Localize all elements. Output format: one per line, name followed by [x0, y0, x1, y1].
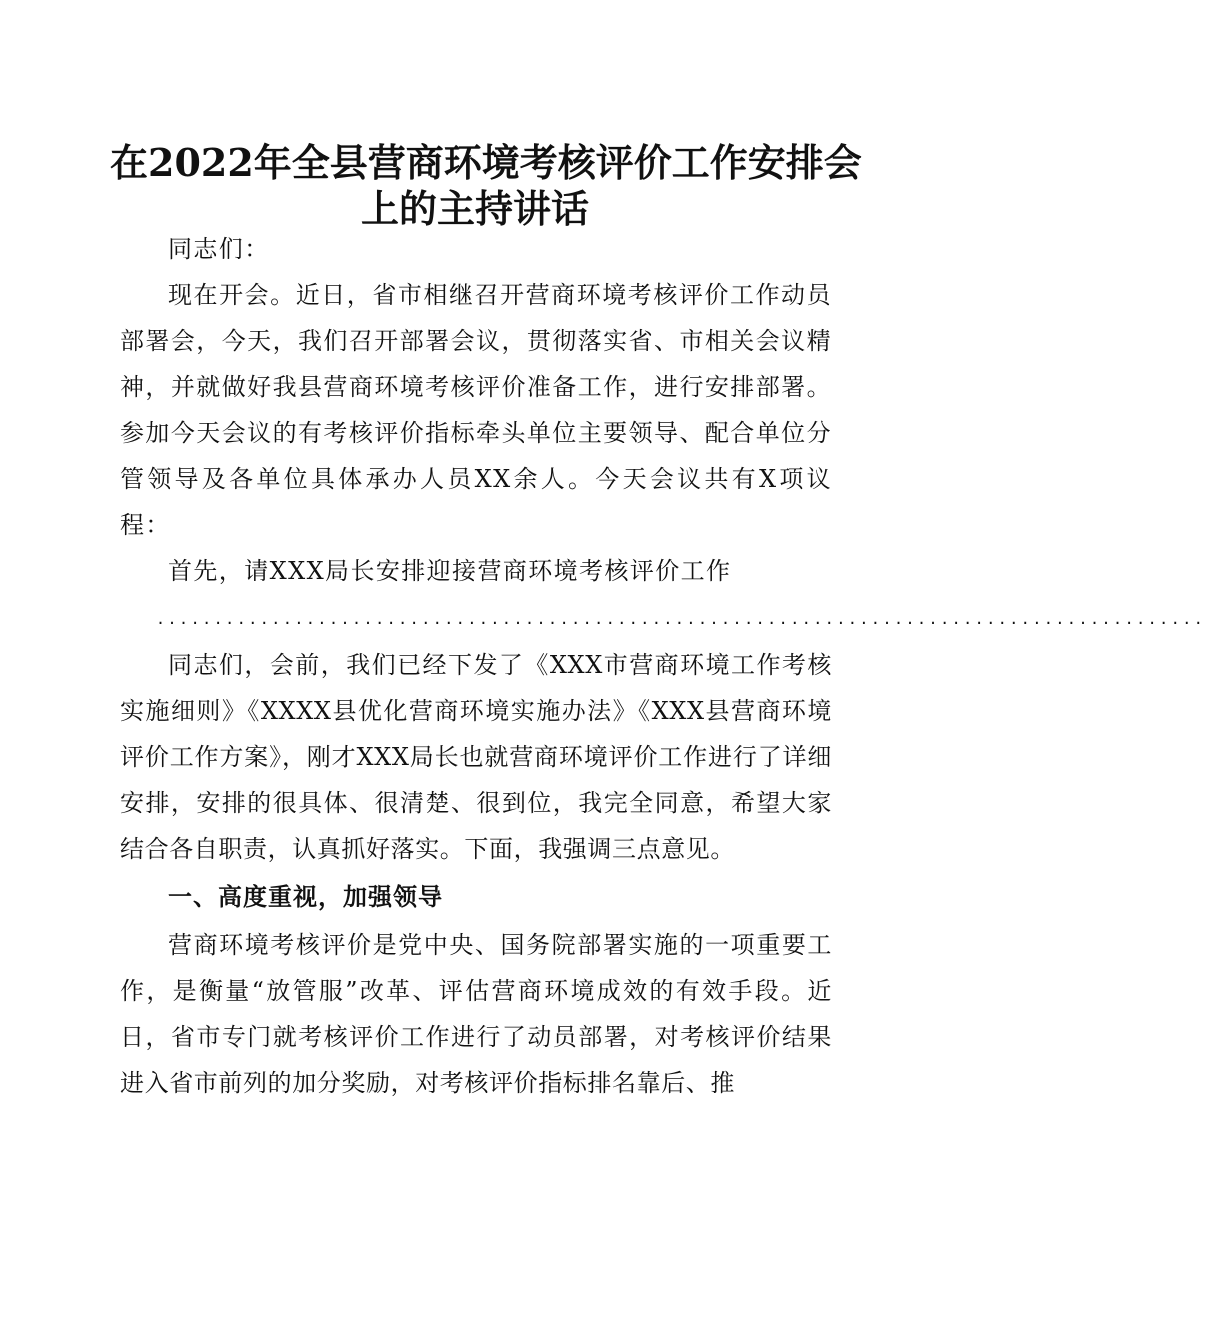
ellipsis-line: ........................................................................................... [156, 610, 1205, 628]
document-title-line-2: 上的主持讲话 [360, 186, 589, 231]
document-title-line-1: 在2022年全县营商环境考核评价工作安排会 [110, 140, 862, 185]
agenda-item: 首先，请XXX局长安排迎接营商环境考核评价工作 [168, 557, 732, 585]
paragraph-section-1: 营商环境考核评价是党中央、国务院部署实施的一项重要工作，是衡量“放管服”改革、评估营商环境成效的有效手段。近日，省市专门就考核评价工作进行了动员部署，对考核评价结果进入省市前列的加分奖励，对考核评价指标排名靠后、推 [120, 931, 832, 1097]
document-body [120, 226, 1205, 1106]
paragraph-instructions: 同志们，会前，我们已经下发了《XXX市营商环境工作考核实施细则》《XXXX县优化营商环境实施办法》《XXX县营商环境评价工作方案》，刚才XXX局长也就营商环境评价工作进行了详细安排，安排的很具体、很清楚、很到位，我完全同意，希望大家结合各自职责，认真抓好落实。下面，我强调三点意见。 [120, 651, 832, 863]
section-heading-1: 一、高度重视，加强领导 [168, 883, 443, 911]
paragraph-opening: 现在开会。近日，省市相继召开营商环境考核评价工作动员部署会，今天，我们召开部署会议，贯彻落实省、市相关会议精神，并就做好我县营商环境考核评价准备工作，进行安排部署。参加今天会议的有考核评价指标牵头单位主要领导、配合单位分管领导及各单位具体承办人员XX余人。今天会议共有X项议程： [120, 281, 832, 539]
salutation: 同志们： [168, 235, 270, 263]
